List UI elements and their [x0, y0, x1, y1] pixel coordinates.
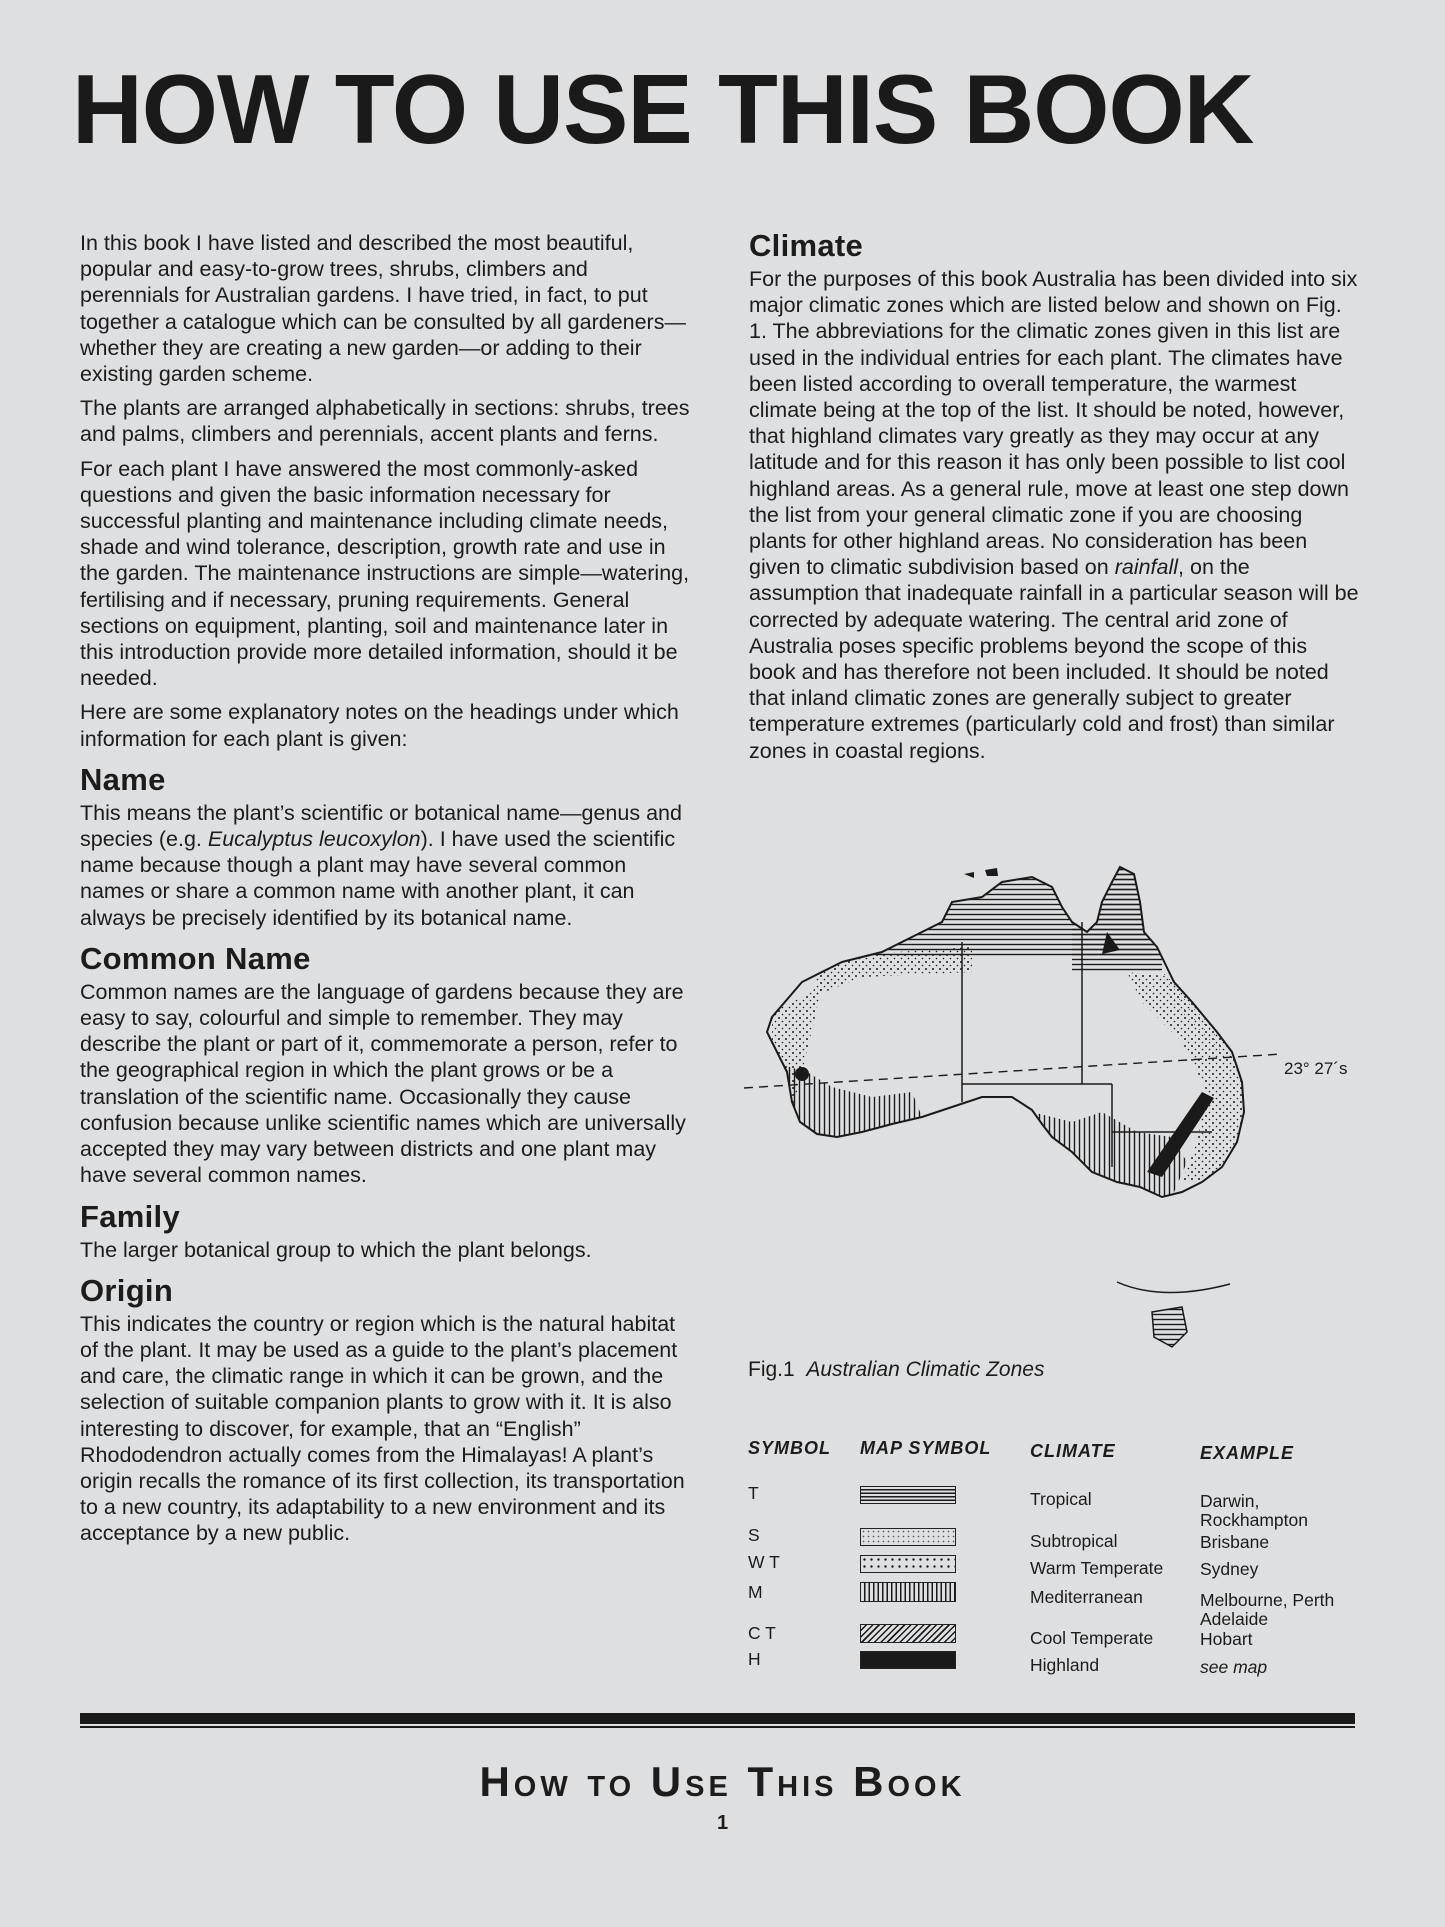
swatch-cool-temperate — [860, 1624, 956, 1643]
legend-example: Brisbane — [1200, 1532, 1270, 1552]
tropic-label: 23° 27´s — [1284, 1059, 1348, 1078]
example-species: Eucalyptus leucoxylon — [207, 827, 421, 852]
tasmania — [1152, 1307, 1187, 1347]
legend-header-map-symbol: MAP SYMBOL — [860, 1438, 992, 1458]
family-heading: Family — [80, 1198, 181, 1234]
zone-mediterranean — [772, 1062, 922, 1142]
legend-climate: Warm Temperate — [1030, 1558, 1164, 1578]
family-paragraph: The larger botanical group to which the plant belongs. — [80, 1237, 592, 1262]
legend-climate: Cool Temperate — [1030, 1628, 1154, 1648]
page-number: 1 — [716, 1812, 729, 1834]
name-paragraph: This means the plant’s scientific or botanical name—genus and species (e.g. Eucalyptus leucoxylon). I have used the scientific name because though a plant may have several common names or share a common name with another plant, it can always be precisely identified by its botanical name. — [80, 800, 682, 930]
footer-rule-thin — [80, 1726, 1355, 1728]
legend-climate: Subtropical — [1030, 1531, 1118, 1551]
zone-subtropical — [812, 947, 972, 997]
right-column — [749, 228, 1359, 772]
legend-header-climate: CLIMATE — [1030, 1441, 1116, 1461]
zone-tropical — [742, 862, 1362, 957]
climate-paragraph: For the purposes of this book Australia has been divided into six major climatic zones which are listed below and shown on Fig. 1. The abbreviations for the climatic zones given in this list are used in the individual entries for each plant. The climates have been listed according to overall temperature, the warmest climate being at the top of the list. It should be noted, however, that highland climates vary greatly as they may occur at any latitude and for this reason it has only been possible to list cool highland areas. As a general rule, move at least one step down the list from your general climatic zone if you are choosing plants for other highland areas. No consideration has been given to climatic subdivision based on rainfall, on the assumption that inadequate rainfall in a particular season will be corrected by adequate watering. The central arid zone of Australia poses specific problems beyond the scope of this book and has therefore not been included. It should be noted that inland climatic zones are generally subject to greater temperature extremes (particularly cold and frost) than similar zones in coastal regions. — [749, 267, 1359, 763]
footer-rule — [80, 1713, 1355, 1724]
swatch-tropical — [860, 1486, 956, 1504]
figure-title: Australian Climatic Zones — [806, 1358, 1045, 1381]
legend-example: see map — [1200, 1657, 1268, 1677]
swatch-highland — [860, 1651, 956, 1669]
swatch-mediterranean — [860, 1582, 956, 1602]
left-column — [80, 230, 690, 1555]
name-heading: Name — [80, 761, 166, 797]
running-footer: How to Use This Book — [479, 1758, 966, 1805]
intro-paragraph: In this book I have listed and described the most beautiful, popular and easy-to-grow trees, shrubs, climbers and perennials for Australian gardens. I have tried, in fact, to put together a catalogue which can be consulted by all gardeners—whether they are creating a new garden—or adding to their existing garden scheme. — [80, 231, 686, 387]
swatch-warm-temperate — [860, 1555, 956, 1573]
legend-header-symbol: SYMBOL — [748, 1438, 832, 1458]
legend-symbol: M — [748, 1582, 763, 1602]
legend-climate: Tropical — [1030, 1489, 1092, 1509]
zone-tropical — [1072, 862, 1162, 972]
legend-symbol: H — [748, 1649, 761, 1669]
legend-example: Sydney — [1200, 1559, 1259, 1579]
legend-example: Melbourne, Perth Adelaide — [1200, 1590, 1335, 1629]
australia-climate-map — [742, 862, 1362, 1352]
climate-heading: Climate — [749, 228, 864, 263]
legend-symbol: T — [748, 1483, 759, 1503]
page-title: HOW TO USE THIS BOOK — [72, 54, 1254, 164]
legend-example: Hobart — [1200, 1629, 1253, 1649]
common-name-heading: Common Name — [80, 940, 311, 976]
legend-header-example: EXAMPLE — [1200, 1443, 1295, 1463]
intro-paragraph: Here are some explanatory notes on the headings under which information for each plant is given: — [80, 700, 679, 751]
intro-paragraph: The plants are arranged alphabetically in sections: shrubs, trees and palms, climbers and perennials, accent plants and ferns. — [80, 396, 690, 447]
origin-heading: Origin — [80, 1272, 174, 1308]
rainfall-word: rainfall — [1114, 555, 1179, 580]
legend-symbol: C T — [748, 1623, 776, 1643]
legend-climate: Highland — [1030, 1655, 1100, 1675]
climate-zones — [742, 862, 1362, 1197]
legend-climate: Mediterranean — [1030, 1587, 1143, 1607]
origin-paragraph: This indicates the country or region which is the natural habitat of the plant. It may be used as a guide to the plant’s placement and care, the climatic range in which it can be grown, and the selection of suitable companion plants to grow with it. It is also interesting to discover, for example, that an “English” Rhododendron actually comes from the Himalayas! A plant’s origin recalls the romance of its first collection, its transportation to a new country, its adaptability to a new environment and its acceptance by a new public. — [80, 1311, 685, 1546]
figure-caption — [748, 1358, 1044, 1382]
swatch-subtropical — [860, 1528, 956, 1546]
figure-number: Fig.1 — [748, 1358, 795, 1381]
legend-example: Darwin, Rockhampton — [1200, 1491, 1308, 1530]
intro-paragraph: For each plant I have answered the most commonly-asked questions and given the basic information necessary for successful planting and maintenance including climate needs, shade and wind tolerance, description, growth rate and use in the garden. The maintenance instructions are simple—watering, fertilising and if necessary, pruning requirements. General sections on equipment, planting, soil and maintenance later in this introduction provide more detailed information, should it be needed. — [80, 456, 690, 691]
legend-symbol: S — [748, 1525, 760, 1545]
legend-symbol: W T — [748, 1552, 780, 1572]
common-name-paragraph: Common names are the language of gardens because they are easy to say, colourful and simple to remember. They may describe the plant or part of it, commemorate a person, refer to the geographical region in which the plant grows or be a translation of the scientific name. Occasionally they cause confusion because unlike scientific names which are universally accepted they may vary between districts and one plant may have several common names. — [80, 979, 686, 1188]
